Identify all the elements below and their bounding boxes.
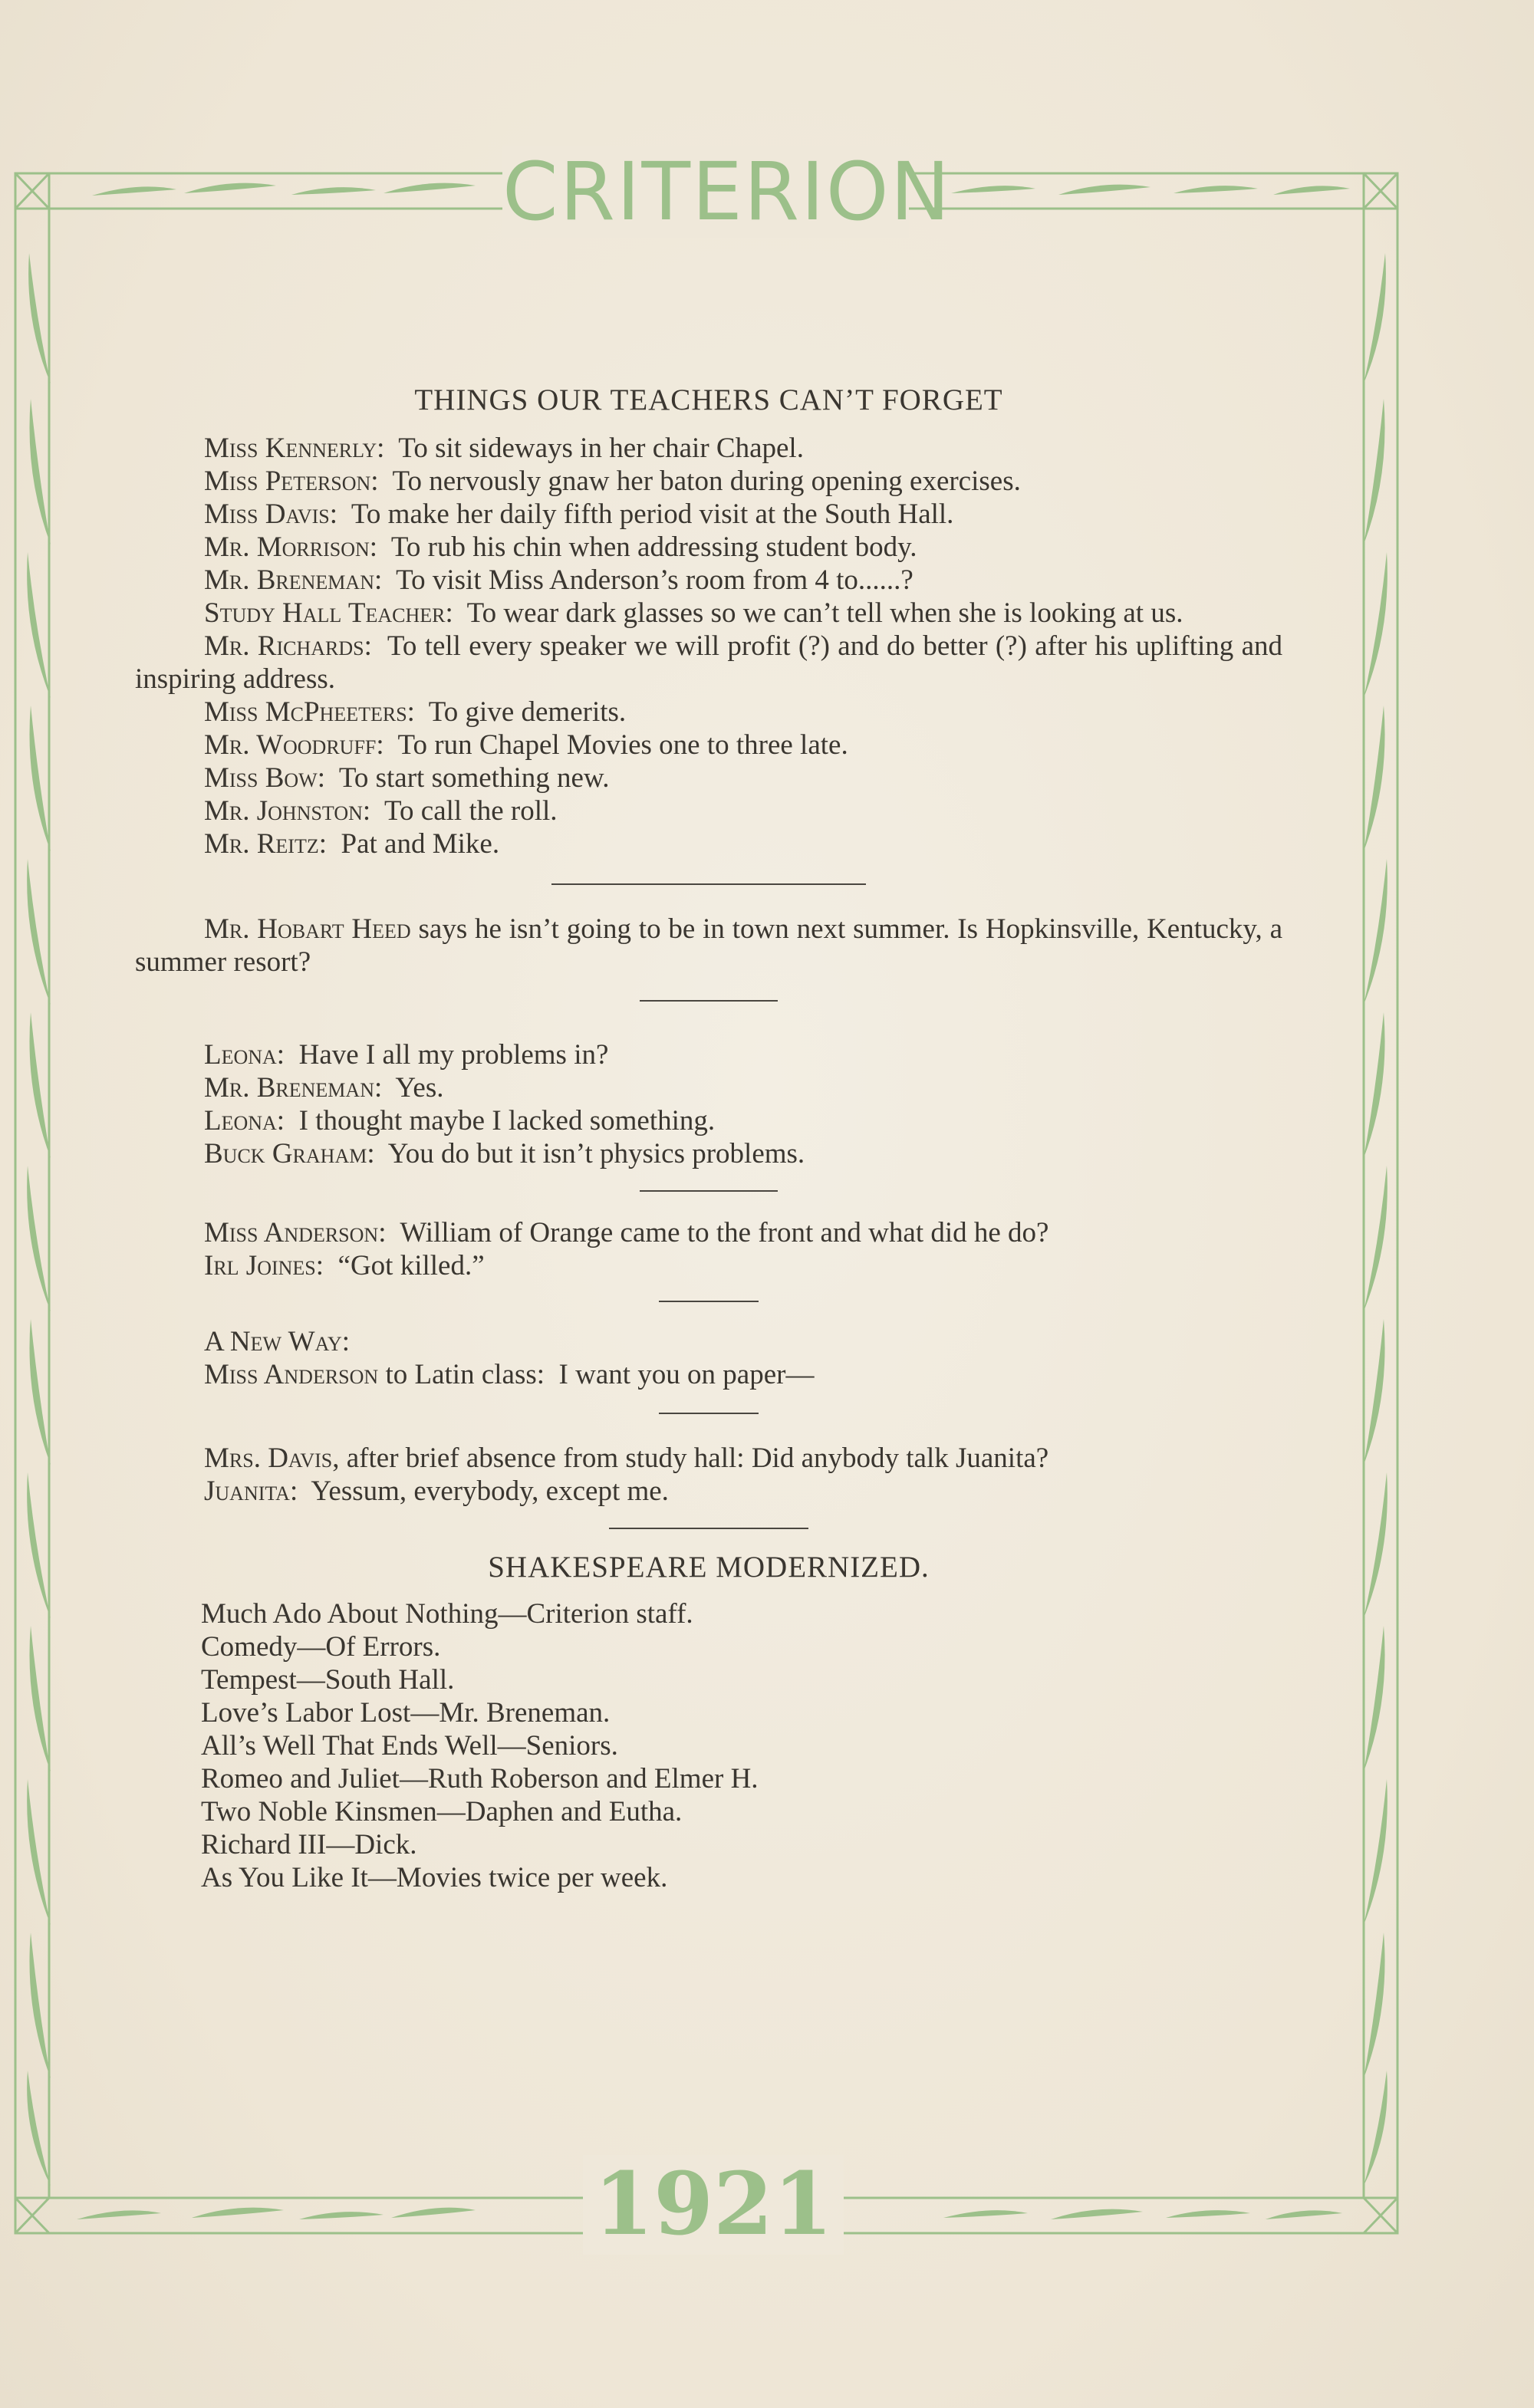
entry-text: To rub his chin when addressing student body. bbox=[390, 531, 917, 563]
shakespeare-list bbox=[135, 1597, 1282, 1894]
orange-dialogue bbox=[135, 1216, 1282, 1282]
speaker-name: Miss Bow: bbox=[204, 762, 326, 794]
list-item bbox=[135, 1249, 1282, 1282]
entry-text: Have I all my problems in? bbox=[298, 1039, 609, 1071]
speaker-name: Miss Davis: bbox=[204, 498, 338, 530]
speaker-name: Mr. Hobart Heed bbox=[204, 913, 411, 945]
list-item bbox=[135, 1475, 1282, 1508]
list-item bbox=[135, 432, 1282, 465]
speaker-name: Mr. Woodruff: bbox=[204, 729, 384, 761]
speaker-name: Leona: bbox=[204, 1105, 285, 1137]
list-item bbox=[135, 762, 1282, 794]
list-item bbox=[135, 1137, 1282, 1170]
entry-text: To sit sideways in her chair Chapel. bbox=[398, 433, 804, 464]
entry-text: To make her daily fifth period visit at the South Hall. bbox=[351, 498, 954, 530]
list-item bbox=[135, 1442, 1282, 1475]
entry-text: To call the roll. bbox=[384, 795, 558, 827]
list-item: Comedy—Of Errors. bbox=[201, 1631, 441, 1663]
speaker-name: Buck Graham: bbox=[204, 1138, 375, 1169]
list-item bbox=[135, 597, 1282, 630]
entry-text: To tell every speaker we will profit (?) and do better (?) after his uplifting and inspiring address. bbox=[135, 630, 1282, 695]
list-item bbox=[135, 794, 1282, 827]
entry-text: after brief absence from study hall: Did anybody talk Juanita? bbox=[346, 1442, 1049, 1474]
entry-text: To nervously gnaw her baton during opening exercises. bbox=[392, 465, 1021, 497]
entry-text: I want you on paper— bbox=[558, 1359, 815, 1390]
speaker-name: Leona: bbox=[204, 1039, 285, 1071]
teachers-list bbox=[135, 432, 1282, 860]
entry-text: To give demerits. bbox=[428, 696, 627, 728]
list-item bbox=[135, 1071, 1282, 1104]
divider bbox=[640, 1000, 778, 1002]
section-heading-teachers: THINGS OUR TEACHERS CAN’T FORGET bbox=[414, 383, 1003, 416]
new-way-title bbox=[135, 1325, 1282, 1358]
speaker-name: Study Hall Teacher: bbox=[204, 597, 453, 629]
entry-text: “Got killed.” bbox=[337, 1250, 485, 1281]
speaker-name: Mr. Johnston: bbox=[204, 795, 371, 827]
entry-text: To wear dark glasses so we can’t tell when she is looking at us. bbox=[466, 597, 1183, 629]
speaker-name: Juanita: bbox=[204, 1475, 298, 1507]
divider bbox=[659, 1301, 759, 1302]
divider bbox=[640, 1190, 778, 1192]
speaker-name: Mr. Richards: bbox=[204, 630, 372, 662]
entry-text: to Latin class: bbox=[385, 1359, 545, 1390]
speaker-name: Miss Peterson: bbox=[204, 465, 379, 497]
divider bbox=[659, 1413, 759, 1414]
list-item bbox=[135, 564, 1282, 597]
list-item bbox=[135, 696, 1282, 729]
entry-text: Yessum, everybody, except me. bbox=[311, 1475, 669, 1507]
list-item bbox=[135, 465, 1282, 498]
list-item: All’s Well That Ends Well—Seniors. bbox=[201, 1730, 618, 1762]
list-item bbox=[135, 827, 1282, 860]
list-item bbox=[135, 1038, 1282, 1071]
entry-text: Yes. bbox=[395, 1072, 444, 1104]
speaker-name: Mr. Breneman: bbox=[204, 564, 383, 596]
list-item: Two Noble Kinsmen—Daphen and Eutha. bbox=[201, 1796, 683, 1827]
list-item: Much Ado About Nothing—Criterion staff. bbox=[201, 1598, 693, 1630]
header-title: CRITERION bbox=[502, 145, 952, 238]
title-text: A New Way: bbox=[204, 1326, 351, 1357]
list-item: As You Like It—Movies twice per week. bbox=[201, 1862, 668, 1893]
list-item bbox=[135, 1358, 1282, 1391]
speaker-name: Miss Kennerly: bbox=[204, 433, 385, 464]
list-item bbox=[135, 630, 1282, 696]
new-way bbox=[135, 1325, 1282, 1391]
speaker-name: Mr. Breneman: bbox=[204, 1072, 383, 1104]
entry-text: I thought maybe I lacked something. bbox=[298, 1105, 716, 1137]
section-heading-shakespeare: SHAKESPEARE MODERNIZED. bbox=[488, 1551, 930, 1584]
leona-dialogue bbox=[135, 1038, 1282, 1170]
entry-text: William of Orange came to the front and what did he do? bbox=[400, 1217, 1049, 1248]
speaker-name: Mr. Morrison: bbox=[204, 531, 378, 563]
entry-text: To run Chapel Movies one to three late. bbox=[397, 729, 848, 761]
divider bbox=[551, 883, 866, 885]
list-item: Romeo and Juliet—Ruth Roberson and Elmer H. bbox=[201, 1763, 759, 1794]
speaker-name: Miss Anderson bbox=[204, 1359, 379, 1390]
list-item bbox=[135, 1216, 1282, 1249]
list-item: Tempest—South Hall. bbox=[201, 1664, 455, 1696]
speaker-name: Irl Joines: bbox=[204, 1250, 324, 1281]
juanita-dialogue bbox=[135, 1442, 1282, 1508]
entry-text: To visit Miss Anderson’s room from 4 to......? bbox=[396, 564, 913, 596]
list-item: Richard III—Dick. bbox=[201, 1829, 417, 1860]
list-item bbox=[135, 1104, 1282, 1137]
entry-text: says he isn’t going to be in town next summer. Is Hopkinsville, Kentucky, a summer resort? bbox=[135, 913, 1283, 978]
divider bbox=[609, 1528, 808, 1529]
entry-text: You do but it isn’t physics problems. bbox=[387, 1138, 805, 1169]
page-content bbox=[135, 383, 1282, 1894]
list-item bbox=[135, 531, 1282, 564]
speaker-name: Mrs. Davis, bbox=[204, 1442, 340, 1474]
list-item: Love’s Labor Lost—Mr. Breneman. bbox=[201, 1697, 611, 1729]
speaker-name: Mr. Reitz: bbox=[204, 828, 328, 860]
speaker-name: Miss McPheeters: bbox=[204, 696, 415, 728]
footer-year: 1921 bbox=[583, 2155, 844, 2255]
list-item bbox=[135, 498, 1282, 531]
speaker-name: Miss Anderson: bbox=[204, 1217, 387, 1248]
list-item bbox=[135, 729, 1282, 762]
entry-text: Pat and Mike. bbox=[341, 828, 500, 860]
heed-paragraph bbox=[135, 913, 1282, 979]
entry-text: To start something new. bbox=[338, 762, 610, 794]
